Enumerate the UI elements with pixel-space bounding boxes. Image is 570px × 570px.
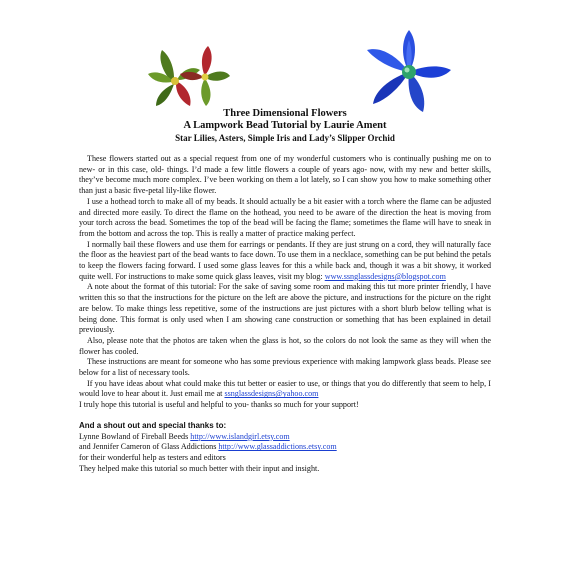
usage-paragraph (79, 240, 491, 283)
document-title: Three Dimensional Flowers (223, 108, 347, 119)
thanks-heading: And a shout out and special thanks to: (79, 420, 227, 430)
thanks-line-2-text: and Jennifer Cameron of Glass Addictions (79, 442, 219, 452)
thanks-line-2 (79, 442, 491, 453)
experience-paragraph: These instructions are meant for someone who has some previous experience with making lampwork glass beads. Please see below for a list of necessary tools. (79, 357, 491, 378)
document-body (79, 154, 491, 474)
usage-text: I normally bail these flowers and use them for earrings or pendants. If they are just strung on a cord, they will naturally face the floor as the heaviest part of the bead wants to face down. To use them in a necklace, something can be put behind the petals to keep the flowers facing forward. I used some glass leaves for this a while back and, though it was a bit showy, it worked quite well. For instructions to make some quick glass leaves, visit my blog: (79, 239, 491, 281)
glassaddictions-link[interactable]: http://www.glassaddictions.etsy.com (218, 442, 337, 452)
blog-link[interactable]: www.ssnglassdesigns@blogspot.com (324, 271, 446, 281)
blue-star-flower-bead-image (365, 28, 453, 114)
spacer (79, 411, 491, 421)
document-subtitle: A Lampwork Bead Tutorial by Laurie Ament (183, 120, 387, 131)
closing-paragraph: I truly hope this tutorial is useful and helpful to you- thanks so much for your support! (79, 400, 359, 410)
thanks-line-1 (79, 432, 491, 443)
photo-note-paragraph: Also, please note that the photos are taken when the glass is hot, so the colors do not look the same as they will when the flower has cooled. (79, 335, 491, 356)
document-subtitle-flowers: Star Lilies, Asters, Simple Iris and Lady’s Slipper Orchid (175, 133, 395, 143)
email-link[interactable]: ssnglassdesigns@yahoo.com (224, 389, 319, 399)
thanks-line-1-text: Lynne Bowland of Fireball Beeds (79, 431, 191, 441)
feedback-text: If you have ideas about what could make this tut better or easier to use, or things that you do differently that seem to help, I would love to hear about it. Just email me at (79, 378, 491, 399)
thanks-line-3: for their wonderful help as testers and editors (79, 452, 226, 462)
feedback-paragraph (79, 379, 491, 400)
islandgirl-link[interactable]: http://www.islandgirl.etsy.com (190, 431, 290, 441)
thanks-line-4: They helped make this tutorial so much better with their input and insight. (79, 463, 320, 473)
green-red-lily-beads-image (148, 40, 230, 112)
torch-paragraph: I use a hothead torch to make all of my beads. It should actually be a bit easier with a torch where the flame can be adjusted and directed more easily. To direct the flame on the hothead, you need to be aware of the direction the heat is moving from your torch across the bead. Sometimes the top of the bead will be facing the flame; sometimes the flame will have to sneak in from the bottom and across the top. This is really a matter of practice making perfect. (79, 196, 491, 238)
intro-paragraph: These flowers started out as a special request from one of my wonderful customers who is continually pushing me on to new- or in this case, old- things. I’d made a few little flowers a couple of years ago- now, with my new and better skills, they’ve become much more complex. I’ve been working on them a lot lately, so I can show you how to make something other than just a basic five-petal lily-like flower. (79, 154, 491, 196)
format-paragraph: A note about the format of this tutorial: For the sake of saving some room and making this tut more printer friendly, I have written this so that the instructions for the picture on the left are above the picture, and instructions for the picture on the right are below. To make things less repetitive, some of the instructions are just pictures with a short blurb below telling what is being done. This format is only used when I am showing cane construction or something that has been explained in detail previously. (79, 282, 491, 335)
